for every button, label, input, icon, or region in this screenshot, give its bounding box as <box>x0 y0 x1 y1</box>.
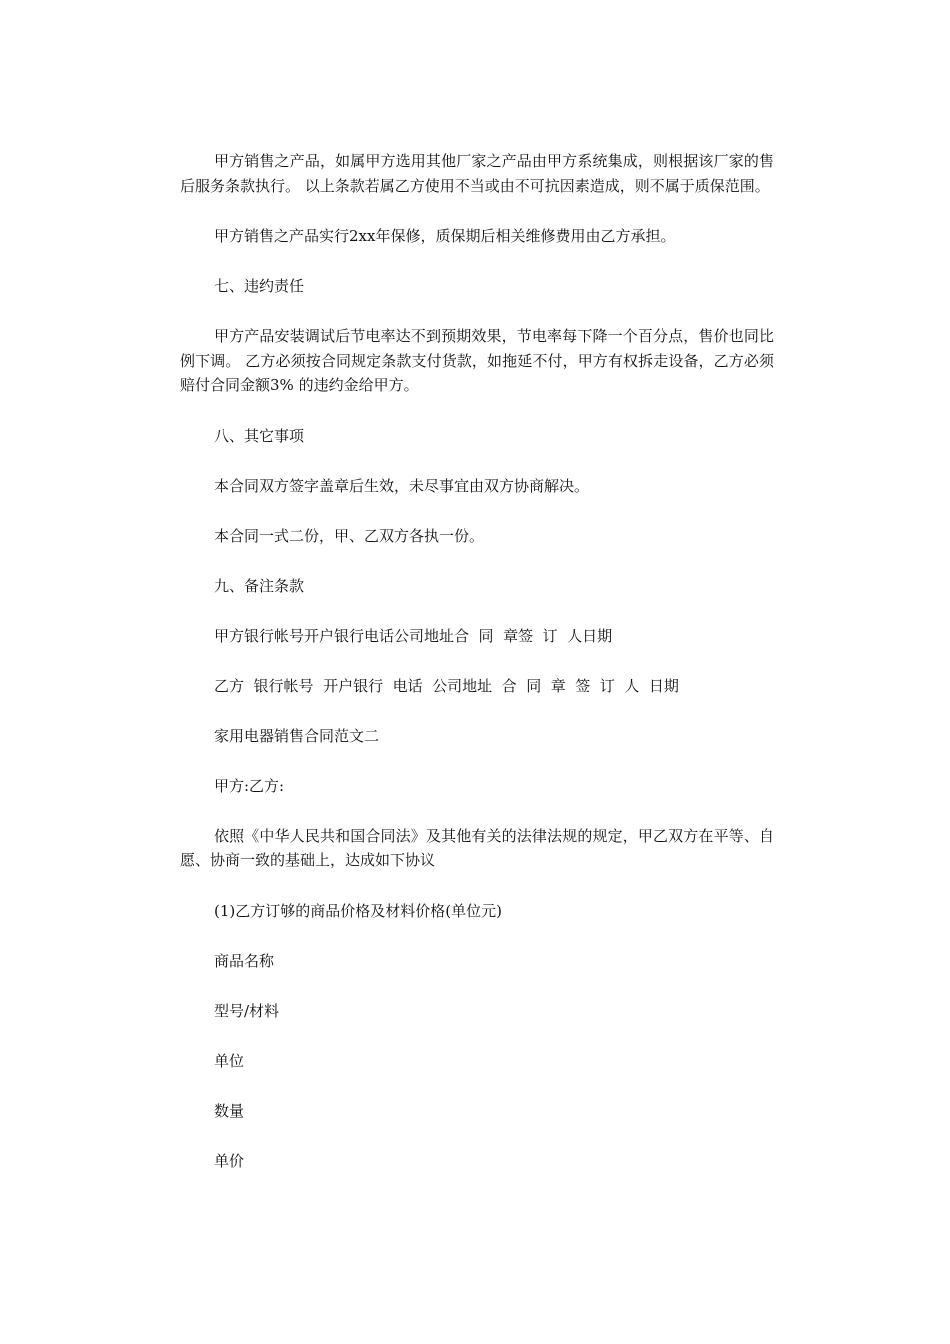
field-quantity: 数量 <box>214 1101 245 1120</box>
paragraph-copies: 本合同一式二份，甲、乙双方各执一份。 <box>214 526 485 545</box>
party-a-info-line: 甲方银行帐号开户银行电话公司地址合 同 章签 订 人日期 <box>214 626 613 645</box>
paragraph-warranty-period: 甲方销售之产品实行2xx年保修，质保期后相关维修费用由乙方承担。 <box>214 227 676 245</box>
section-heading-remarks: 九、备注条款 <box>214 576 305 595</box>
contract-template-title: 家用电器销售合同范文二 <box>214 726 380 745</box>
paragraph-effective: 本合同双方签字盖章后生效，未尽事宜由双方协商解决。 <box>214 476 590 495</box>
paragraph-warranty-scope: 甲方销售之产品，如属甲方选用其他厂家之产品由甲方系统集成，则根据该厂家的售后服务条款执行。 以上条款若属乙方使用不当或由不可抗因素造成，则不属于质保范围。 <box>180 152 774 195</box>
section-heading-breach: 七、违约责任 <box>214 277 305 295</box>
parties-line: 甲方:乙方: <box>214 776 285 795</box>
party-b-info-line: 乙方 银行帐号 开户银行 电话 公司地址 合 同 章 签 订 人 日期 <box>214 676 679 695</box>
field-model-material: 型号/材料 <box>214 1001 280 1020</box>
clause-price-list: (1)乙方订够的商品价格及材料价格(单位元) <box>214 901 502 920</box>
paragraph-breach-liability: 甲方产品安装调试后节电率达不到预期效果，节电率每下降一个百分点，售价也同比例下调。 乙方必须按合同规定条款支付货款，如拖延不付，甲方有权拆走设备，乙方必须赔付合同金额3% 的违约金给甲方。 <box>180 327 774 394</box>
section-heading-other-matters: 八、其它事项 <box>214 426 305 445</box>
document-body <box>180 149 774 1199</box>
field-unit: 单位 <box>214 1051 245 1070</box>
field-product-name: 商品名称 <box>214 951 275 970</box>
paragraph-legal-basis: 依照《中华人民共和国合同法》及其他有关的法律法规的规定，甲乙双方在平等、自愿、协商一致的基础上，达成如下协议 <box>180 826 774 869</box>
field-unit-price: 单价 <box>214 1151 245 1170</box>
